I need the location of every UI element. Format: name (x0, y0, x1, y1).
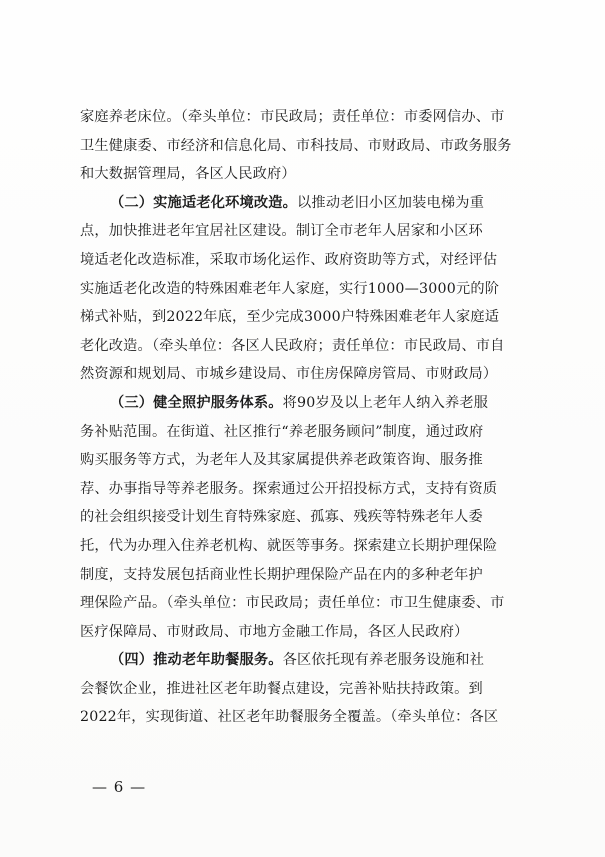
text-line: 老化改造。（牵头单位：各区人民政府；责任单位：市民政局、市自 (80, 337, 505, 354)
page-number: — 6 — (92, 778, 147, 796)
text-line: 荐、办事指导等养老服务。探索通过公开招投标方式，支持有资质 (80, 480, 498, 497)
text-line: 托，代为办理入住养老机构、就医等事务。探索建立长期护理保险 (80, 537, 498, 554)
text-line: 和大数据管理局，各区人民政府） (80, 166, 296, 183)
section-first-line (80, 646, 528, 675)
text-line: 实施适老化改造的特殊困难老年人家庭，实行1000—3000元的阶 (80, 280, 500, 297)
text-line: 务补贴范围。在街道、社区推行“养老服务顾问”制度，通过政府 (80, 423, 484, 440)
section-text: 各区依托现有养老服务设施和社 (282, 652, 485, 669)
text-line: 理保险产品。（牵头单位：市民政局；责任单位：市卫生健康委、市 (80, 595, 505, 612)
text-line: 购买服务等方式，为老年人及其家属提供养老政策咨询、服务推 (80, 452, 483, 469)
section-text: 将90岁及以上老年人纳入养老服 (282, 394, 489, 411)
section-text: 以推动老旧小区加装电梯为重 (297, 194, 485, 211)
section-heading-2: （二）实施适老化环境改造。 (110, 194, 298, 211)
text-line: 家庭养老床位。（牵头单位：市民政局；责任单位：市委网信办、市 (80, 109, 505, 125)
text-line: 医疗保障局、市财政局、市地方金融工作局，各区人民政府） (80, 623, 469, 640)
text-line: 梯式补贴，到2022年底，至少完成3000户特殊困难老年人家庭适 (80, 309, 500, 326)
section-heading-4: （四）推动老年助餐服务。 (110, 652, 283, 669)
text-line: 然资源和规划局、市城乡建设局、市住房保障房管局、市财政局） (80, 366, 498, 383)
section-first-line (80, 189, 528, 218)
text-line: 2022年，实现街道、社区老年助餐服务全覆盖。（牵头单位：各区 (80, 709, 499, 726)
body-text (80, 103, 528, 732)
text-line: 境适老化改造标准，采取市场化运作、政府资助等方式，对经评估 (80, 251, 498, 268)
text-line: 点，加快推进老年宜居社区建设。制订全市老年人居家和小区环 (80, 223, 483, 240)
text-line: 的社会组织接受计划生育特殊家庭、孤寡、残疾等特殊老年人委 (80, 509, 483, 526)
text-line: 制度，支持发展包括商业性长期护理保险产品在内的多种老年护 (80, 566, 483, 583)
text-line: 卫生健康委、市经济和信息化局、市科技局、市财政局、市政务服务 (80, 137, 512, 154)
section-first-line (80, 389, 528, 418)
section-heading-3: （三）健全照护服务体系。 (110, 394, 283, 411)
text-line: 会餐饮企业，推进社区老年助餐点建设，完善补贴扶持政策。到 (80, 680, 483, 697)
